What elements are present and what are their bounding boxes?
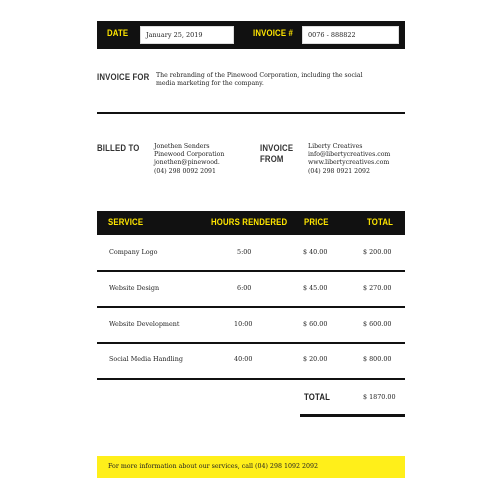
column-header-price: PRICE	[304, 217, 329, 228]
row-service: Website Development	[109, 320, 180, 328]
invoice-for-label: INVOICE FOR	[97, 72, 150, 83]
total-value: $ 1870.00	[363, 393, 396, 401]
date-field[interactable]: January 25, 2019	[140, 26, 234, 44]
invoice-for-line: The rebranding of the Pinewood Corporation, including the social	[156, 72, 363, 79]
row-divider	[97, 306, 405, 308]
invoice-for-line: media marketing for the company.	[156, 80, 264, 88]
column-header-hours: HOURS RENDERED	[211, 217, 288, 228]
row-total: $ 200.00	[363, 248, 392, 256]
row-service: Company Logo	[109, 248, 158, 256]
row-service: Website Design	[109, 284, 160, 292]
invoice-from-details	[308, 143, 390, 176]
row-divider	[97, 378, 405, 380]
invoice-from-label	[260, 143, 293, 165]
row-price: $ 45.00	[303, 284, 328, 292]
invoice-from-email: info@libertycreatives.com	[308, 151, 391, 159]
row-total: $ 270.00	[363, 284, 392, 292]
billed-to-label: BILLED TO	[97, 143, 140, 154]
billed-to-email: jonethen@pinewood.	[154, 159, 220, 167]
row-divider	[97, 270, 405, 272]
row-hours: 10:00	[234, 320, 253, 328]
invoice-number-label: INVOICE #	[253, 28, 294, 39]
column-header-service: SERVICE	[108, 217, 144, 228]
billed-to-name: Jonethen Senders	[154, 143, 210, 150]
total-underline	[300, 414, 405, 417]
billed-to-phone: (04) 298 0092 2091	[154, 167, 216, 175]
row-total: $ 600.00	[363, 320, 392, 328]
invoice-from-name: Liberty Creatives	[308, 143, 363, 150]
footer-text: For more information about our services, call (04) 298 1092 2092	[108, 463, 319, 470]
total-label: TOTAL	[304, 392, 331, 403]
date-label: DATE	[107, 28, 129, 39]
invoice-from-label-line: FROM	[260, 154, 284, 165]
header-bar	[97, 21, 405, 49]
invoice-from-phone: (04) 298 0921 2092	[308, 167, 370, 175]
row-price: $ 40.00	[303, 248, 328, 256]
row-price: $ 60.00	[303, 320, 328, 328]
row-divider	[97, 342, 405, 344]
row-hours: 6:00	[237, 284, 252, 292]
invoice-from-label-line: INVOICE	[260, 143, 294, 154]
divider	[97, 112, 405, 114]
row-total: $ 800.00	[363, 355, 392, 363]
billed-to-details	[154, 143, 224, 176]
column-header-total: TOTAL	[367, 217, 394, 228]
row-hours: 40:00	[234, 355, 253, 363]
row-price: $ 20.00	[303, 355, 328, 363]
row-hours: 5:00	[237, 248, 252, 256]
invoice-from-website: www.libertycreatives.com	[308, 159, 390, 167]
invoice-number-field[interactable]: 0076 - 888822	[302, 26, 399, 44]
billed-to-company: Pinewood Corporation	[154, 151, 225, 159]
footer-banner	[97, 456, 405, 478]
row-service: Social Media Handling	[109, 355, 183, 363]
table-header	[97, 211, 405, 235]
invoice-for-description	[156, 72, 363, 88]
